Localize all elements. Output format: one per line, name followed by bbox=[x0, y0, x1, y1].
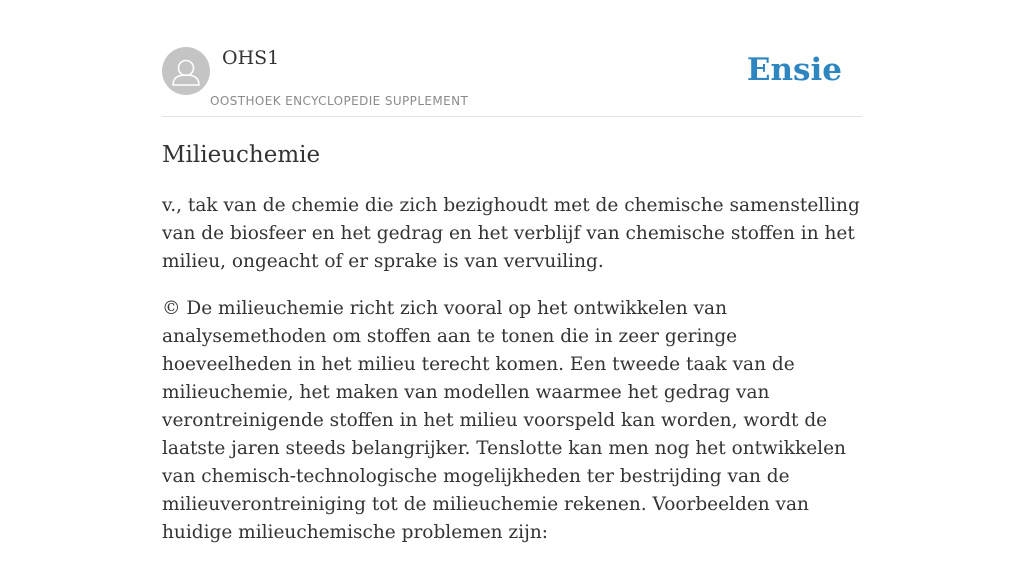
definition-paragraph: v., tak van de chemie die zich bezighoudt met de chemische samenstelling van de biosfeer en het gedrag en het verblijf van chemische stoffen in het milieu, ongeacht of er sprake is van vervuiling. bbox=[162, 195, 860, 272]
entry-header bbox=[162, 0, 862, 117]
description-paragraph: © De milieuchemie richt zich vooral op het ontwikkelen van analysemethoden om stoffen aan te tonen die in zeer geringe hoeveelheden in het milieu terecht komen. Een tweede taak van de milieuchemie, het maken van modellen waarmee het gedrag van verontreinigende stoffen in het milieu voorspeld kan worden, wordt de laatste jaren steeds belangrijker. Tenslotte kan men nog het ontwikkelen van chemisch-technologische mogelijkheden ter bestrijding van de milieuverontreiniging tot de milieuchemie rekenen. Voorbeelden van huidige milieuchemische problemen zijn: bbox=[162, 298, 846, 543]
avatar[interactable] bbox=[162, 47, 210, 95]
article-body bbox=[162, 192, 862, 566]
user-icon bbox=[162, 47, 210, 95]
brand-logo[interactable]: Ensie bbox=[746, 52, 842, 88]
source-label[interactable]: OOSTHOEK ENCYCLOPEDIE SUPPLEMENT bbox=[210, 94, 469, 108]
page-title: Milieuchemie bbox=[162, 142, 321, 168]
author-name[interactable]: OHS1 bbox=[222, 47, 280, 69]
entry-page bbox=[162, 0, 862, 543]
